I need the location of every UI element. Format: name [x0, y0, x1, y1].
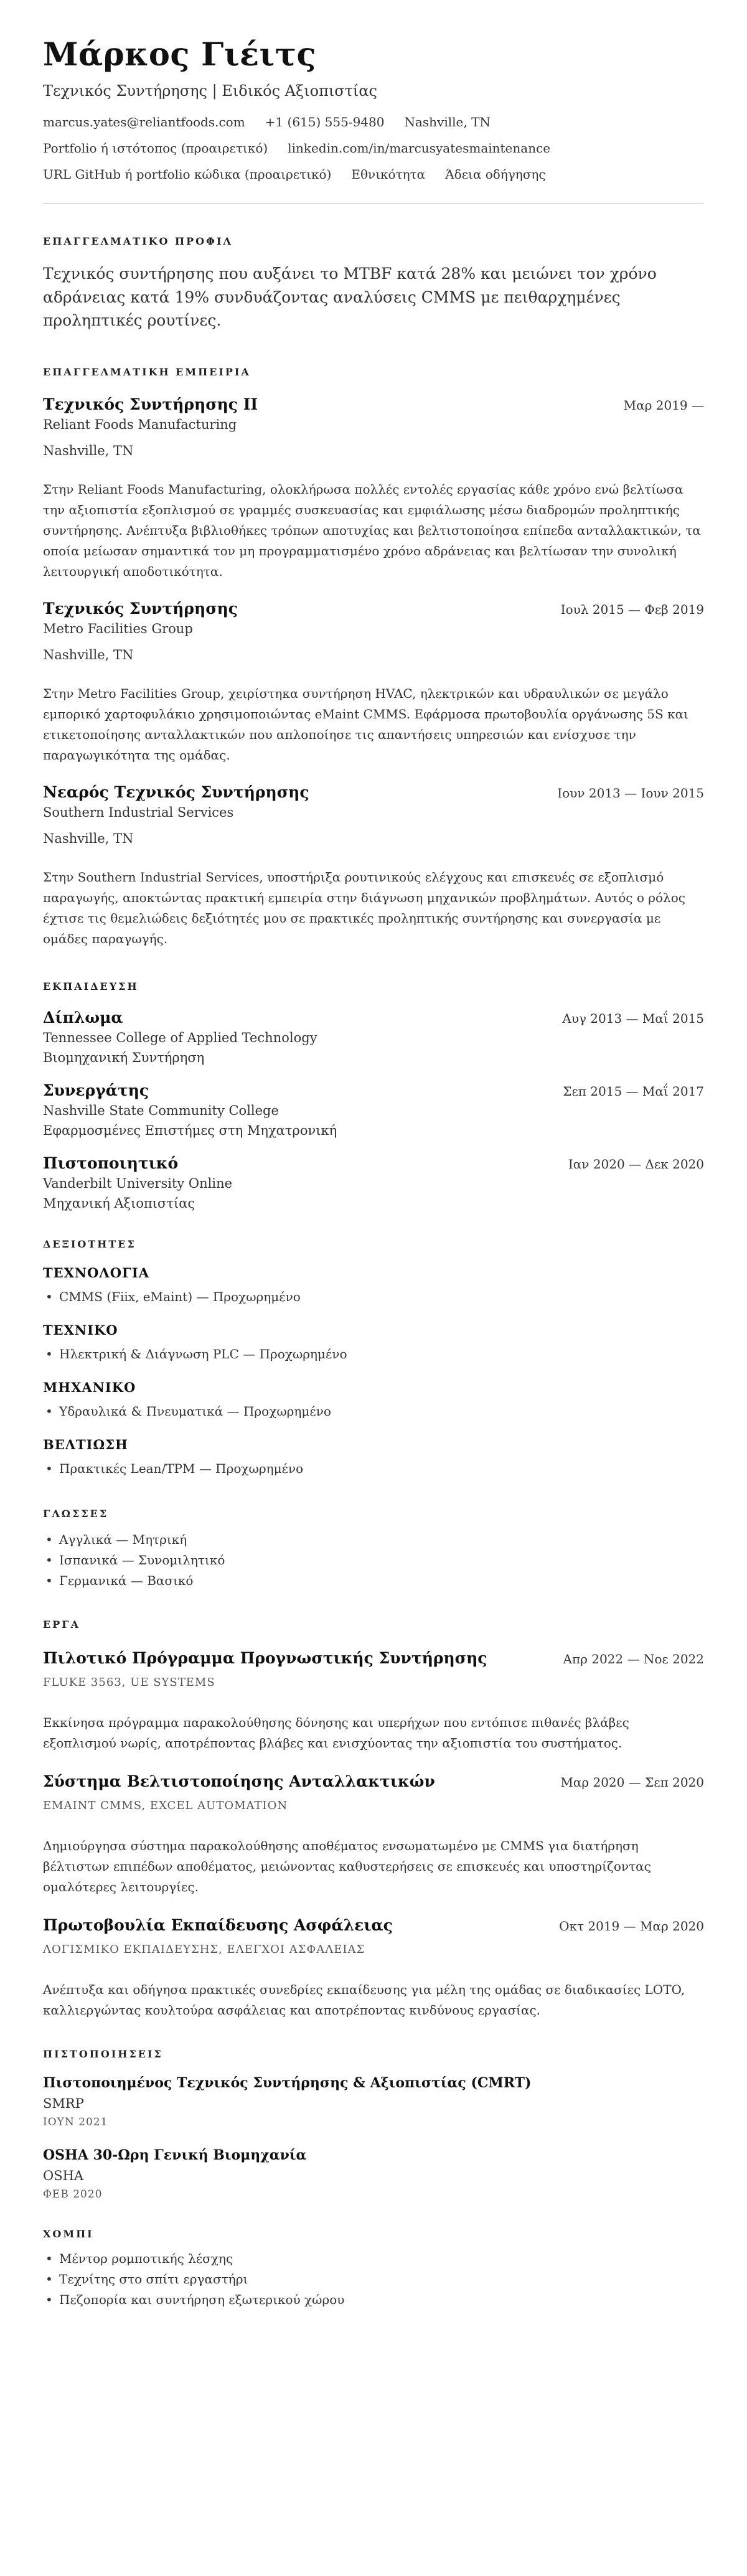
project-description: Εκκίνησα πρόγραμμα παρακολούθησης δόνησης και υπερήχων που εντόπισε πιθανές βλάβες εξοπλισμού νωρίς, αποτρέποντας βλάβες και ενισχύοντας την αξιοπιστία του συστήματος.	[43, 1714, 629, 1751]
project-description: Ανέπτυξα και οδήγησα πρακτικές συνεδρίες εκπαίδευσης για μέλη της ομάδας σε διαδικασίες LOTO, καλλιεργώντας κουλτούρα ασφάλειας και αποτρέποντας κινδύνους εργασίας.	[43, 1981, 685, 2018]
language-item: • Γερμανικά — Βασικό	[43, 1571, 704, 1591]
hobby-item: • Μέντορ ρομποτικής λέσχης	[43, 2249, 704, 2269]
project-title: Πρωτοβουλία Εκπαίδευσης Ασφάλειας	[43, 1916, 393, 1934]
education-degree: Συνεργάτης	[43, 1081, 149, 1099]
education-header	[43, 1008, 704, 1027]
project-header	[43, 1772, 704, 1790]
project-description: Δημιούργησα σύστημα παρακολούθησης αποθέματος ενσωματωμένο με CMMS για διατήρηση βέλτιστων επιπέδων αποθέματος, μειώνοντας καθυστερήσεις σε επισκευές και υποστηρίζοντας ομαλότερες λειτουργίες.	[43, 1838, 651, 1894]
resume-header	[43, 36, 704, 184]
certification-entry	[43, 2147, 704, 2201]
certification-name: OSHA 30-Ωρη Γενική Βιομηχανία	[43, 2146, 307, 2163]
project-tech: EMAINT CMMS, EXCEL AUTOMATION	[43, 1798, 288, 1812]
contact-row	[43, 164, 704, 184]
contact-license: Άδεια οδήγησης	[445, 167, 546, 182]
header-divider	[43, 203, 704, 204]
language-list	[43, 1530, 704, 1591]
certification-date: ΙΟΥΝ 2021	[43, 2115, 108, 2128]
skill-item: • Πρακτικές Lean/TPM — Προχωρημένο	[43, 1459, 704, 1479]
job-header	[43, 599, 704, 618]
job-description: Στην Metro Facilities Group, χειρίστηκα συντήρηση HVAC, ηλεκτρικών και υδραυλικών σε μεγάλο εμπορικό χαρτοφυλάκιο χρησιμοποιώντας eMaint CMMS. Εφάρμοσα πρωτοβουλία οργάνωσης 5S και ετικετοποίησης ανταλλακτικών που απλοποίησε τις απαντήσεις υπηρεσιών και ενίσχυσε την παραγωγικότητα της ομάδας.	[43, 685, 688, 763]
section-title: ΔΕΞΙΟΤΗΤΕΣ	[43, 1238, 136, 1250]
skill-list	[43, 1344, 704, 1365]
language-item: • Αγγλικά — Μητρική	[43, 1530, 704, 1550]
section-title: ΕΠΑΓΓΕΛΜΑΤΙΚΟ ΠΡΟΦΙΛ	[43, 235, 233, 248]
skill-list	[43, 1287, 704, 1307]
job-entry	[43, 599, 704, 766]
profile-summary: Τεχνικός συντήρησης που αυξάνει το MTBF κατά 28% και μειώνει τον χρόνο αδράνειας κατά 19% συνδυάζοντας αναλύσεις CMMS με πειθαρχημένες προληπτικές ρουτίνες.	[43, 265, 657, 330]
skill-item: • CMMS (Fiix, eMaint) — Προχωρημένο	[43, 1287, 704, 1307]
certification-name: Πιστοποιημένος Τεχνικός Συντήρησης & Αξιοπιστίας (CMRT)	[43, 2074, 532, 2091]
skill-category: ΒΕΛΤΙΩΣΗ	[43, 1436, 128, 1452]
education-school: Tennessee College of Applied Technology	[43, 1030, 317, 1045]
certification-entry	[43, 2075, 704, 2128]
education-entry	[43, 1154, 704, 1211]
section-title: ΓΛΩΣΣΕΣ	[43, 1507, 109, 1520]
skill-category: ΤΕΧΝΟΛΟΓΙΑ	[43, 1264, 150, 1281]
section-title: ΕΠΑΓΓΕΛΜΑΤΙΚΗ ΕΜΠΕΙΡΙΑ	[43, 365, 251, 378]
hobby-item: • Τεχνίτης στο σπίτι εργαστήρι	[43, 2269, 704, 2290]
job-company: Southern Industrial Services	[43, 804, 234, 820]
job-description: Στην Southern Industrial Services, υποστήριξα ρουτινικούς ελέγχους και επισκευές σε εξοπλισμό παραγωγής, αποκτώντας πρακτική εμπειρία στην διάγνωση μηχανικών προβλημάτων. Αυτός ο ρόλος έχτισε τις θεμελιώδεις δεξιότητές μου σε πρακτικές προληπτικής συντήρησης και συνεργασία με ομάδες παραγωγής.	[43, 869, 685, 946]
job-location: Nashville, TN	[43, 647, 134, 662]
skill-item: • Ηλεκτρική & Διάγνωση PLC — Προχωρημένο	[43, 1344, 704, 1365]
skill-category: ΜΗΧΑΝΙΚΟ	[43, 1379, 136, 1395]
education-field: Εφαρμοσμένες Επιστήμες στη Μηχατρονική	[43, 1122, 337, 1138]
contact-linkedin[interactable]: linkedin.com/in/marcusyatesmaintenance	[288, 141, 551, 156]
education-degree: Δίπλωμα	[43, 1008, 123, 1027]
project-tech: ΛΟΓΙΣΜΙΚΟ ΕΚΠΑΙΔΕΥΣΗΣ, ΕΛΕΓΧΟΙ ΑΣΦΑΛΕΙΑΣ	[43, 1942, 365, 1956]
skill-item: • Υδραυλικά & Πνευματικά — Προχωρημένο	[43, 1401, 704, 1422]
education-dates: Ιαν 2020 — Δεκ 2020	[568, 1156, 704, 1172]
job-location: Nashville, TN	[43, 443, 134, 458]
job-company: Metro Facilities Group	[43, 621, 193, 636]
skill-group	[43, 1265, 704, 1307]
candidate-subtitle: Τεχνικός Συντήρησης | Ειδικός Αξιοπιστίας	[43, 82, 377, 100]
job-title: Τεχνικός Συντήρησης	[43, 599, 238, 618]
job-header	[43, 783, 704, 801]
education-field: Μηχανική Αξιοπιστίας	[43, 1195, 195, 1211]
contact-nationality: Εθνικότητα	[351, 167, 426, 182]
projects-section	[43, 1619, 704, 2021]
education-entry	[43, 1081, 704, 1138]
contact-email[interactable]: marcus.yates@reliantfoods.com	[43, 115, 245, 130]
skill-group	[43, 1380, 704, 1422]
skill-group	[43, 1437, 704, 1479]
hobby-item: • Πεζοπορία και συντήρηση εξωτερικού χώρου	[43, 2290, 704, 2310]
education-school: Vanderbilt University Online	[43, 1175, 233, 1191]
project-header	[43, 1649, 704, 1667]
job-title: Νεαρός Τεχνικός Συντήρησης	[43, 783, 309, 801]
hobby-list	[43, 2249, 704, 2310]
project-dates: Απρ 2022 — Νοε 2022	[563, 1651, 704, 1666]
project-entry	[43, 1649, 704, 1754]
job-header	[43, 395, 704, 413]
certifications-section	[43, 2048, 704, 2201]
hobbies-section	[43, 2228, 704, 2310]
project-header	[43, 1916, 704, 1934]
certification-issuer: OSHA	[43, 2168, 84, 2183]
education-header	[43, 1081, 704, 1099]
project-entry	[43, 1772, 704, 1897]
project-entry	[43, 1916, 704, 2021]
job-title: Τεχνικός Συντήρησης ΙΙ	[43, 395, 258, 413]
contact-portfolio[interactable]: Portfolio ή ιστότοπος (προαιρετικό)	[43, 141, 268, 156]
job-dates: Ιουλ 2015 — Φεβ 2019	[560, 601, 704, 617]
language-item: • Ισπανικά — Συνομιλητικό	[43, 1550, 704, 1571]
education-dates: Σεπ 2015 — Μαΐ 2017	[563, 1083, 704, 1099]
contact-row	[43, 112, 704, 132]
profile-section	[43, 235, 704, 332]
certification-date: ΦΕΒ 2020	[43, 2188, 103, 2201]
project-title: Πιλοτικό Πρόγραμμα Προγνωστικής Συντήρησης	[43, 1648, 487, 1667]
project-title: Σύστημα Βελτιστοποίησης Ανταλλακτικών	[43, 1772, 435, 1790]
education-section	[43, 980, 704, 1211]
skill-group	[43, 1322, 704, 1365]
job-entry	[43, 783, 704, 949]
education-field: Βιομηχανική Συντήρηση	[43, 1050, 205, 1065]
contact-location: Nashville, TN	[404, 115, 491, 130]
contact-row	[43, 138, 704, 158]
job-dates: Ιουν 2013 — Ιουν 2015	[557, 785, 704, 801]
contact-phone[interactable]: +1 (615) 555-9480	[265, 115, 385, 130]
project-dates: Οκτ 2019 — Μαρ 2020	[559, 1918, 704, 1934]
skill-category: ΤΕΧΝΙΚΟ	[43, 1322, 118, 1338]
project-tech: FLUKE 3563, UE SYSTEMS	[43, 1675, 215, 1689]
section-title: ΕΡΓΑ	[43, 1618, 80, 1630]
section-title: ΠΙΣΤΟΠΟΙΗΣΕΙΣ	[43, 2047, 163, 2060]
skills-section	[43, 1238, 704, 1479]
job-company: Reliant Foods Manufacturing	[43, 416, 237, 432]
section-title: ΕΚΠΑΙΔΕΥΣΗ	[43, 980, 139, 992]
education-degree: Πιστοποιητικό	[43, 1154, 179, 1172]
job-dates: Μαρ 2019 —	[623, 397, 704, 413]
education-school: Nashville State Community College	[43, 1102, 279, 1118]
experience-section	[43, 366, 704, 949]
education-entry	[43, 1008, 704, 1065]
job-description: Στην Reliant Foods Manufacturing, ολοκλήρωσα πολλές εντολές εργασίας κάθε χρόνο ενώ βελτίωσα την αξιοπιστία εξοπλισμού σε γραμμές συσκευασίας και εμφιάλωσης μέσω διαδρομών προληπτικής συντήρησης. Ανέπτυξα βιβλιοθήκες τρόπων αποτυχίας και βελτιστοποίησα επίπεδα ανταλλακτικών, τα οποία μείωσαν σημαντικά τον μη προγραμματισμένο χρόνο αδράνειας και βελτίωσαν την συνολική λειτουργική αποδοτικότητα.	[43, 481, 701, 579]
certification-issuer: SMRP	[43, 2095, 84, 2111]
contact-github[interactable]: URL GitHub ή portfolio κώδικα (προαιρετικό)	[43, 167, 332, 182]
section-title: ΧΟΜΠΙ	[43, 2227, 94, 2240]
job-entry	[43, 395, 704, 582]
education-dates: Αυγ 2013 — Μαΐ 2015	[562, 1010, 704, 1026]
skill-list	[43, 1401, 704, 1422]
job-location: Nashville, TN	[43, 830, 134, 846]
languages-section	[43, 1508, 704, 1591]
education-header	[43, 1154, 704, 1172]
project-dates: Μαρ 2020 — Σεπ 2020	[560, 1774, 704, 1790]
skill-list	[43, 1459, 704, 1479]
candidate-name: Μάρκος Γιέιτς	[43, 36, 317, 73]
